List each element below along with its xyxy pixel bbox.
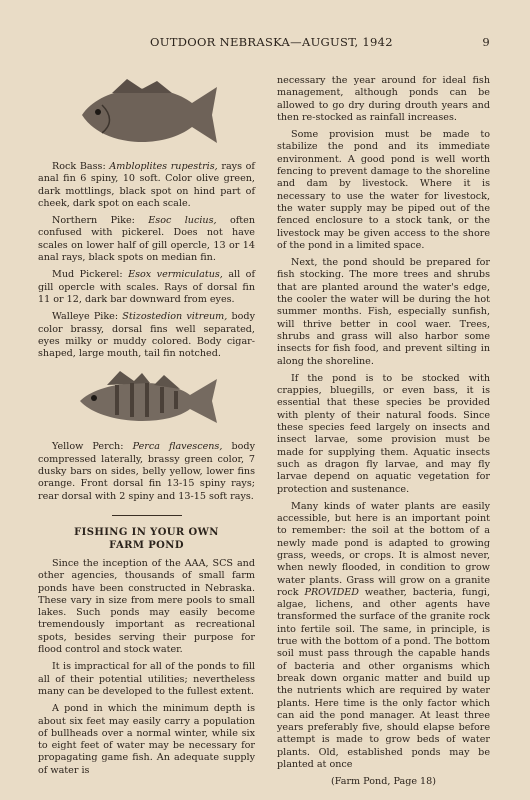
section-divider: [112, 515, 182, 516]
article-paragraph: If the pond is to be stocked with crappies, bluegills, or even bass, it is essential that these species be provided with plenty of their natural foods. Since these species feed largely on insects and insect larvae, some provision must be made for supplying them. Aquatic insects such as dragon fly larvae, and may fly larvae depend on aquatic vegetation for protection and sustenance.: [277, 372, 490, 495]
article-paragraph: Since the inception of the AAA, SCS and other agencies, thousands of small farm ponds have been constructed in Nebraska. These vary in size from mere pools to small lakes. Such ponds may easily become tremendously important as recreational spots, besides serving their purpose for flood control and stock water.: [38, 557, 255, 656]
running-header: [150, 35, 490, 49]
mud-pickerel-caption: Mud Pickerel: Esox vermiculatus, all of gill opercle with scales. Rays of dorsal fin 11 or 12, dark bar downward from eyes.: [38, 269, 255, 305]
article-paragraph: Some provision must be made to stabilize the pond and its immediate environment. A good pond is well worth fencing to prevent damage to the shoreline and dam by livestock. Where it is necessary to use the water for livestock, the water supply may be piped out of the fenced enclosure to a stock tank, or the livestock may be given access to the shore of the pond in a limited space.: [277, 129, 490, 251]
northern-pike-caption: Northern Pike: Esoc lucius, often confused with pickerel. Does not have scales on lower half of gill opercle, 13 or 14 anal rays, black spots on median fin.: [38, 215, 256, 264]
article-paragraph: necessary the year around for ideal fish management, although ponds can be allowed to go dry during drouth years and then re-stocked as rainfall increases.: [277, 75, 490, 123]
article-heading: FISHING IN YOUR OWN FARM POND: [74, 526, 219, 551]
rock-bass-caption: Rock Bass: Ambloplites rupestris, rays of anal fin 6 spiny, 10 soft. Color olive green, dark mottlings, black spot on hind part of cheek, dark spot on each scale.: [38, 161, 255, 209]
yellow-perch-caption: Yellow Perch: Perca flavescens, body compressed laterally, brassy green color, 7 dusky bars on sides, belly yellow, lower fins orange. Front dorsal fin 13-15 spiny rays; rear dorsal with 2 spiny and 13-15 soft rays.: [38, 441, 255, 502]
yellow-perch-illustration: [72, 365, 222, 435]
header-title: OUTDOOR NEBRASKA—AUGUST, 1942: [150, 35, 393, 49]
left-column: [38, 75, 255, 782]
article-paragraph: A pond in which the minimum depth is about six feet may easily carry a population of bullheads over a normal winter, while six to eight feet of water may be necessary for propagating game fish. An adequate supply of water is: [38, 703, 255, 776]
article-paragraph: Next, the pond should be prepared for fish stocking. The more trees and shrubs that are planted around the water's edge, the cooler the water will be during the hot summer months. Fish, especially sunfish, will thrive better in cool waer. Trees, shrubs and grass will also harbor some insects for fish food, and prevent silting in along the shoreline.: [277, 257, 490, 367]
article-paragraph: It is impractical for all of the ponds to fill all of their potential utilities; nevertheless many can be developed to the fullest extent.: [38, 661, 255, 697]
continued-notice: (Farm Pond, Page 18): [330, 776, 437, 788]
article-paragraph: Many kinds of water plants are easily accessible, but here is an important point to remember: the soil at the bottom of a newly made pond is adapted to growing grass, weeds, or crops. It is almost never, when newly flooded, in condition to grow water plants. Grass will grow on a granite rock PROVIDED weather, bacteria, fungi, algae, lichens, and other agents have transformed the surface of the granite rock into fertile soil. The same, in principle, is true with the bottom of a pond. The bottom soil must pass through the capable hands of bacteria and other organisms which break down organic matter and build up the nutrients which are required by water plants. Here time is the only factor which can aid the pond manager. At least three years preferably five, should elapse before attempt is made to grow beds of water plants. Old, established ponds may be planted at once: [277, 500, 490, 771]
walleye-caption: Walleye Pike: Stizostedion vitreum, body color brassy, dorsal fins well separated, eyes milky or muddy colored. Body cigar-shaped, large mouth, tail fin notched.: [38, 311, 255, 360]
page-number: 9: [482, 35, 490, 49]
right-column: [277, 75, 490, 794]
rock-bass-illustration: [72, 75, 222, 155]
